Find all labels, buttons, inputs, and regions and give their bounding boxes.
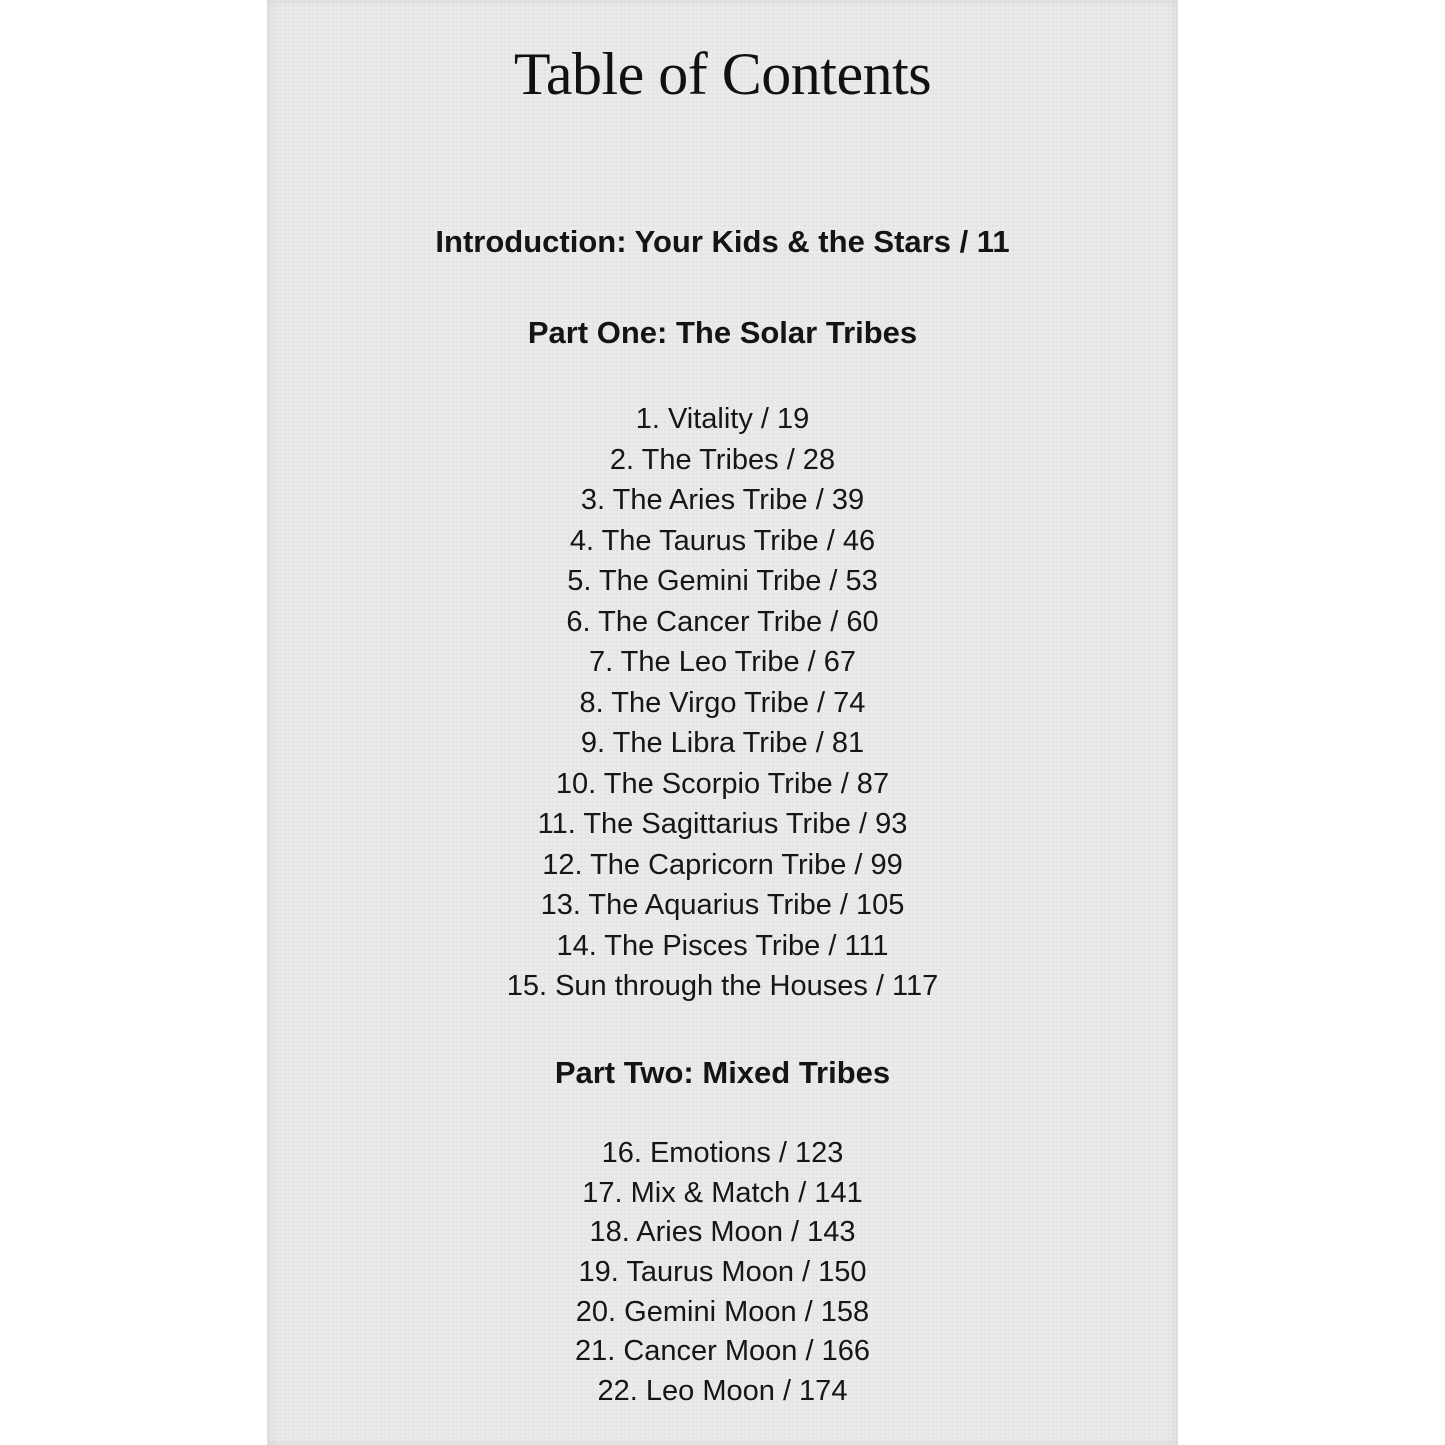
chapter-entry: 7. The Leo Tribe / 67 [588, 646, 857, 678]
chapter-entry: 9. The Libra Tribe / 81 [580, 727, 865, 759]
chapter-entry: 19. Taurus Moon / 150 [578, 1256, 867, 1289]
part-one-chapter-list [267, 399, 1178, 1007]
chapter-entry: 21. Cancer Moon / 166 [574, 1335, 870, 1368]
chapter-entry: 1. Vitality / 19 [635, 403, 810, 435]
introduction-entry: Introduction: Your Kids & the Stars / 11 [435, 224, 1010, 259]
chapter-entry: 3. The Aries Tribe / 39 [580, 484, 865, 516]
chapter-entry: 12. The Capricorn Tribe / 99 [542, 848, 903, 881]
book-page [267, 0, 1178, 1445]
chapter-entry: 6. The Cancer Tribe / 60 [566, 605, 879, 638]
chapter-entry: 22. Leo Moon / 174 [597, 1375, 848, 1408]
part-two-chapter-list [267, 1134, 1178, 1412]
part-one-heading: Part One: The Solar Tribes [527, 315, 918, 350]
chapter-entry: 14. The Pisces Tribe / 111 [556, 929, 889, 962]
chapter-entry: 15. Sun through the Houses / 117 [506, 970, 939, 1002]
chapter-entry: 20. Gemini Moon / 158 [575, 1295, 870, 1328]
part-two-heading: Part Two: Mixed Tribes [554, 1055, 891, 1090]
chapter-entry: 16. Emotions / 123 [601, 1137, 844, 1169]
chapter-entry: 13. The Aquarius Tribe / 105 [540, 889, 905, 921]
chapter-entry: 5. The Gemini Tribe / 53 [567, 565, 878, 597]
chapter-entry: 4. The Taurus Tribe / 46 [569, 524, 876, 557]
chapter-entry: 18. Aries Moon / 143 [589, 1216, 856, 1249]
chapter-entry: 11. The Sagittarius Tribe / 93 [537, 808, 908, 840]
page-title: Table of Contents [513, 41, 932, 107]
chapter-entry: 10. The Scorpio Tribe / 87 [555, 767, 890, 800]
chapter-entry: 17. Mix & Match / 141 [582, 1176, 863, 1209]
chapter-entry: 8. The Virgo Tribe / 74 [579, 686, 866, 719]
chapter-entry: 2. The Tribes / 28 [609, 443, 836, 476]
